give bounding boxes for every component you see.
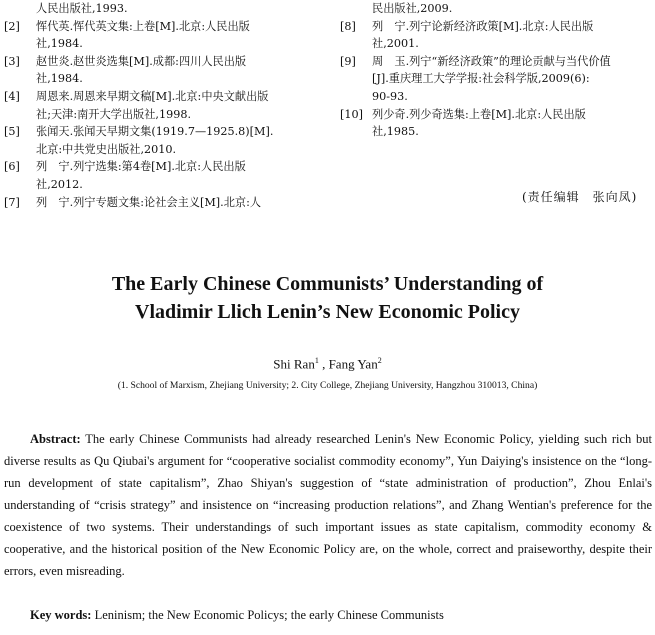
keywords-text: Leninism; the New Economic Policys; the early Chinese Communists: [94, 608, 444, 622]
reference-line: [340, 88, 652, 106]
reference-text: 民出版社,2009.: [372, 2, 453, 15]
reference-text: 社,1984.: [36, 72, 83, 86]
abstract-text: The early Chinese Communists had already researched Lenin's New Economic Policy, yielding such rich but diverse results as Qu Qiubai's argument for “cooperative socialist commodity economy”, Yun Daiying's insistence on the “long-run development of state capitalism”, Zhao Shiyan's suggestion of “state administration of production”, Zhou Enlai's understanding of “crisis strategy” and insistence on “increasing production relations”, and Zhang Wentian's preference for the coexistence of two systems. Their understandings of such important issues as state capitalism, commodity economy & cooperative, and the historical position of the New Economic Policy are, on the whole, correct and praiseworthy, despite their errors, even misreading.: [4, 432, 652, 578]
reference-text: 列少奇.列少奇选集:上卷[M].北京:人民出版: [372, 107, 586, 121]
reference-line: [4, 158, 322, 176]
reference-text: 社;天津:南开大学出版社,1998.: [36, 107, 191, 121]
reference-line: [4, 53, 322, 71]
reference-text: 张闻天.张闻天早期文集(1919.7—1925.8)[M].: [36, 125, 274, 139]
keywords: [30, 608, 444, 623]
reference-line: [4, 194, 322, 212]
reference-line: [340, 18, 652, 36]
references-left-column: [4, 0, 322, 211]
reference-line: [4, 141, 322, 159]
reference-number: [4]: [4, 89, 20, 103]
reference-number: [8]: [340, 19, 356, 33]
author-1: Shi Ran: [273, 356, 315, 372]
reference-number: [9]: [340, 54, 356, 68]
reference-line: [4, 123, 322, 141]
reference-text: 90-93.: [372, 89, 408, 103]
title-line-2: Vladimir Llich Lenin’s New Economic Policy: [135, 301, 520, 323]
author-2: Fang Yan: [328, 356, 378, 372]
reference-line: [340, 53, 652, 71]
reference-line: [4, 70, 322, 88]
author-separator: ,: [318, 356, 329, 372]
reference-number: [6]: [4, 160, 20, 174]
reference-text: 赵世炎.赵世炎选集[M].成都:四川人民出版: [36, 54, 247, 68]
reference-line: [4, 0, 322, 18]
editor-note: (责任编辑 张向凤): [522, 190, 638, 204]
references-section: [0, 0, 655, 250]
reference-line: [4, 18, 322, 36]
reference-number: [5]: [4, 125, 20, 139]
reference-line: [340, 70, 652, 88]
reference-text: [J].重庆理工大学学报:社会科学版,2009(6):: [372, 72, 590, 86]
reference-text: 北京:中共党史出版社,2010.: [36, 142, 177, 156]
reference-line: [340, 35, 652, 53]
reference-line: [340, 0, 652, 18]
reference-number: [2]: [4, 19, 20, 33]
reference-line: [4, 88, 322, 106]
reference-text: 列 宁.列宁选集:第4卷[M].北京:人民出版: [36, 160, 246, 174]
reference-text: 人民出版社,1993.: [36, 2, 128, 15]
reference-text: 周 玉.列宁“新经济政策”的理论贡献与当代价值: [372, 54, 611, 68]
reference-number: [3]: [4, 54, 20, 68]
article-title: [0, 270, 655, 326]
reference-line: [4, 176, 322, 194]
reference-line: [4, 35, 322, 53]
reference-line: [340, 123, 652, 141]
author-1-affil-mark: 1: [314, 356, 319, 365]
abstract-label: Abstract:: [30, 432, 81, 446]
reference-number: [10]: [340, 107, 363, 121]
keywords-label: Key words:: [30, 608, 92, 622]
reference-text: 社,2012.: [36, 177, 83, 191]
reference-text: 社,2001.: [372, 37, 419, 51]
affiliations: (1. School of Marxism, Zhejiang University; 2. City College, Zhejiang University, Hangzhou 310013, China): [117, 380, 538, 391]
author-2-affil-mark: 2: [377, 356, 382, 365]
reference-line: [4, 106, 322, 124]
reference-text: 社,1984.: [36, 37, 83, 51]
title-line-1: The Early Chinese Communists’ Understanding of: [111, 273, 544, 295]
reference-line: [340, 106, 652, 124]
reference-text: 列 宁.列宁专题文集:论社会主义[M].北京:人: [36, 195, 262, 209]
reference-text: 恽代英.恽代英文集:上卷[M].北京:人民出版: [36, 19, 250, 33]
references-right-column: [340, 0, 652, 141]
reference-text: 周恩来.周恩来早期文稿[M].北京:中央文献出版: [36, 89, 269, 103]
reference-text: 社,1985.: [372, 125, 419, 139]
reference-text: 列 宁.列宁论新经济政策[M].北京:人民出版: [372, 19, 594, 33]
authors: [0, 356, 655, 372]
abstract: [4, 428, 652, 582]
reference-number: [7]: [4, 195, 20, 209]
